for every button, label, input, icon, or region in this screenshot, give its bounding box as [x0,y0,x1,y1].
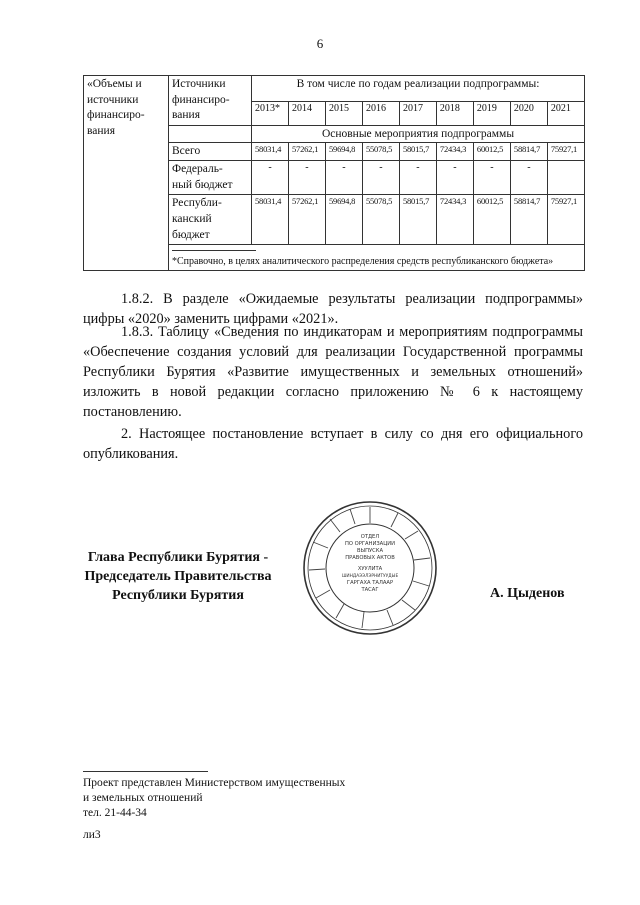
value-cell: 55078,5 [362,195,399,245]
year-cell: 2020 [510,102,547,125]
year-cell: 2021 [547,102,584,125]
year-cell: 2014 [288,102,325,125]
value-cell: - [399,161,436,195]
signatory-title [83,548,273,605]
financing-label-cell [84,76,169,271]
row-label-line: Республи- [172,197,222,210]
footnote-cell [169,245,585,271]
sources-header-line: Источники [172,78,226,90]
value-cell: 75927,1 [547,195,584,245]
row-label [169,161,252,195]
value-cell: - [510,161,547,195]
section-spacer [169,125,252,142]
seal-text: ШИНДАЭЭЛЭРНИТУУДЫЕ [341,574,399,579]
value-cell: 58015,7 [399,195,436,245]
year-cell: 2019 [473,102,510,125]
value-cell: 59694,8 [325,195,362,245]
footer-line: и земельных отношений [83,792,203,804]
value-cell: 58031,4 [252,195,289,245]
value-cell: 57262,1 [288,195,325,245]
year-cell: 2015 [325,102,362,125]
value-cell: 58814,7 [510,142,547,161]
value-cell: 60012,5 [473,142,510,161]
footer-line: Проект представлен Министерством имущественных [83,777,346,789]
value-cell: - [288,161,325,195]
financing-table [83,75,585,271]
sources-header-line: финансиро- [172,93,230,106]
paragraph-1-8-2: 1.8.2. В разделе «Ожидаемые результаты реализации подпрограммы» цифры «2020» заменить цифрами «2021». [83,291,583,327]
year-cell: 2016 [362,102,399,125]
paragraph-1-8-3: 1.8.3. Таблицу «Сведения по индикаторам и мероприятиям подпрограммы «Обеспечение создания условий для реализации Государственной программы Республики Бурятия «Развитие имущественных и земельных отношений» изложить в новой редакции согласно приложению № 6 к настоящему постановлению. [83,324,583,420]
value-cell: - [362,161,399,195]
seal-text: ПО ОРГАНИЗАЦИИ [344,541,396,547]
seal-text: ХУУЛИТА [357,566,383,572]
signatory-title-line: Республики Бурятия [112,588,244,603]
value-cell: 55078,5 [362,142,399,161]
value-cell: 58015,7 [399,142,436,161]
row-label-line: ный бюджет [172,178,233,191]
value-cell [547,161,584,195]
seal-text: ВЫПУСКА [356,548,384,554]
sources-header [169,76,252,126]
seal-text: ПРАВОВЫХ АКТОВ [345,555,395,561]
footnote-divider [172,250,256,251]
financing-label-line: финансиро- [87,109,145,122]
footer-divider [83,771,208,772]
year-cell: 2018 [436,102,473,125]
value-cell: 72434,3 [436,195,473,245]
paragraph-2: 2. Настоящее постановление вступает в силу со дня его официального опубликования. [83,426,583,462]
value-cell: 75927,1 [547,142,584,161]
financing-label-line: источники [87,93,139,106]
years-header: В том числе по годам реализации подпрограммы: [252,76,585,102]
year-cell: 2013* [252,102,289,125]
value-cell: - [252,161,289,195]
footer-line: тел. 21-44-34 [83,807,147,819]
footer-initials: ли3 [83,829,101,841]
signatory-title-line: Председатель Правительства [84,569,272,584]
section-title: Основные мероприятия подпрограммы [252,125,585,142]
signatory-name: А. Цыденов [490,586,565,601]
value-cell: 57262,1 [288,142,325,161]
value-cell: 60012,5 [473,195,510,245]
footnote-text: *Справочно, в целях аналитического распределения средств республиканского бюджета» [172,256,554,268]
value-cell: - [325,161,362,195]
row-label [169,195,252,245]
seal-text: ОТДЕЛ [360,534,380,540]
sources-header-line: вания [172,109,200,122]
row-label-line: бюджет [172,228,210,241]
row-label-line: Федераль- [172,163,223,176]
value-cell: 58031,4 [252,142,289,161]
page-number: 6 [316,36,324,51]
financing-label-line: «Объемы и [87,78,142,90]
signatory-title-line: Глава Республики Бурятия - [87,550,269,565]
year-cell: 2017 [399,102,436,125]
value-cell: 72434,3 [436,142,473,161]
value-cell: 59694,8 [325,142,362,161]
seal-text: ТАСАГ [361,587,379,593]
seal-text: ГАРГАХА ТАЛААР [346,580,394,586]
row-label-line: канский [172,212,212,225]
official-seal [300,498,440,638]
financing-label-line: вания [87,124,115,137]
value-cell: - [473,161,510,195]
row-label: Всего [169,142,252,161]
value-cell: - [436,161,473,195]
value-cell: 58814,7 [510,195,547,245]
